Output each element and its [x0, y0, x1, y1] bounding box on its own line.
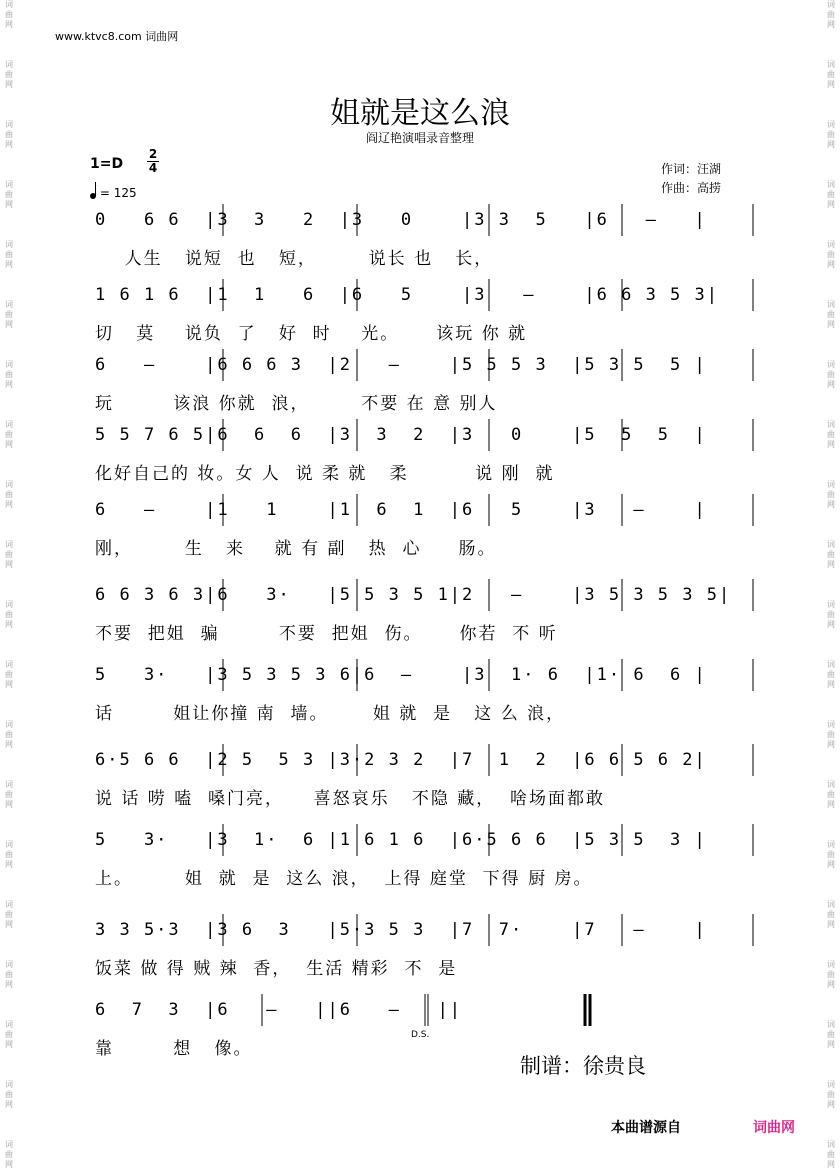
- watermark-glyph: 词曲网: [827, 420, 835, 449]
- watermark-glyph: 词曲网: [5, 900, 13, 929]
- watermark-glyph: 词曲网: [5, 720, 13, 749]
- watermark-glyph: 词曲网: [827, 1020, 835, 1049]
- watermark-glyph: 词曲网: [5, 600, 13, 629]
- watermark-glyph: 词曲网: [827, 480, 835, 509]
- watermark-glyph: 词曲网: [827, 240, 835, 269]
- score-line: [95, 210, 755, 280]
- score-line: [95, 355, 755, 425]
- site-url[interactable]: www.ktvc8.com 词曲网: [55, 30, 179, 43]
- watermark-glyph: 词曲网: [5, 60, 13, 89]
- lyric-row: 上。 姐 就 是 这么 浪， 上得 庭堂 下得 厨 房。: [95, 869, 593, 889]
- watermark-glyph: 词曲网: [827, 180, 835, 209]
- notation-row: 5 3· |3 5 3 5 3 6|6 — |3 1· 6 |1· 6 6 |: [95, 665, 707, 685]
- lyric-row: 说 话 唠 嗑 嗓门亮， 喜怒哀乐 不隐 藏， 啥场面都敢: [95, 789, 606, 809]
- lyric-row: 靠 想 像。: [95, 1039, 253, 1059]
- notation-row: 6 — |6 6 6 3 |2 — |5 5 5 3 |5 3 5 5 |: [95, 355, 707, 375]
- watermark-glyph: 词曲网: [827, 540, 835, 569]
- watermark-glyph: 词曲网: [827, 60, 835, 89]
- score-line: [95, 750, 755, 820]
- watermark-glyph: 词曲网: [5, 120, 13, 149]
- watermark-glyph: 词曲网: [5, 960, 13, 989]
- notation-row: 6 — |1 1 |1 6 1 |6 5 |3 — |: [95, 500, 707, 520]
- notation-row: 1 6 1 6 |1 1 6 |6 5 |3 — |6 6 3 5 3|: [95, 285, 719, 305]
- watermark-glyph: 词曲网: [5, 1080, 13, 1109]
- watermark-glyph: 词曲网: [827, 960, 835, 989]
- source-label: 本曲谱源自: [611, 1120, 681, 1136]
- watermark-glyph: 词曲网: [827, 1140, 835, 1169]
- key-signature: 1=D: [90, 156, 124, 172]
- watermark-glyph: 词曲网: [5, 1020, 13, 1049]
- score-line: [95, 425, 755, 495]
- score-line: [95, 920, 755, 990]
- watermark-glyph: 词曲网: [5, 180, 13, 209]
- watermark-glyph: 词曲网: [5, 420, 13, 449]
- watermark-glyph: 词曲网: [5, 240, 13, 269]
- tempo-value: = 125: [99, 186, 137, 200]
- song-title: 姐就是这么浪: [330, 96, 510, 131]
- lyric-row: 饭菜 做 得 贼 辣 香， 生活 精彩 不 是: [95, 959, 458, 979]
- lyric-row: 切 莫 说负 了 好 时 光。 该玩 你 就: [95, 324, 528, 344]
- watermark-glyph: 词曲网: [5, 780, 13, 809]
- watermark-glyph: 词曲网: [827, 300, 835, 329]
- watermark-glyph: 词曲网: [827, 0, 835, 29]
- meter-top: 2: [148, 147, 158, 161]
- watermark-glyph: 词曲网: [827, 360, 835, 389]
- notation-row: 6 7 3 |6 — ||6 — ||: [95, 1000, 463, 1020]
- notation-row: 5 5 7 6 5|6 6 6 |3 3 2 |3 0 |5 5 5 |: [95, 425, 707, 445]
- notation-row: 0 6 6 |3 3 2 |3 0 |3 3 5 |6 — |: [95, 210, 707, 230]
- song-subtitle: 阎辽艳演唱录音整理: [365, 131, 474, 145]
- composer-credit: 作曲：高捞: [661, 181, 722, 195]
- watermark-glyph: 词曲网: [5, 480, 13, 509]
- notation-row: 5 3· |3 1· 6 |1 6 1 6 |6·5 6 6 |5 3 5 3 |: [95, 830, 707, 850]
- watermark-glyph: 词曲网: [5, 840, 13, 869]
- watermark-glyph: 词曲网: [827, 600, 835, 629]
- notation-row: 6 6 3 6 3|6 3· |5 5 3 5 1|2 — |3 5 3 5 3 5|: [95, 585, 732, 605]
- notation-row: 6·5 6 6 |2 5 5 3 |3·2 3 2 |7 1 2 |6 6 5 6 2|: [95, 750, 707, 770]
- watermark-glyph: 词曲网: [5, 660, 13, 689]
- score-line: [95, 830, 755, 900]
- watermark-glyph: 词曲网: [827, 660, 835, 689]
- notation-row: 3 3 5·3 |3 6 3 |5·3 5 3 |7 7· |7 — |: [95, 920, 707, 940]
- watermark-glyph: 词曲网: [827, 780, 835, 809]
- watermark-glyph: 词曲网: [827, 120, 835, 149]
- score-line: [95, 285, 755, 355]
- ds-mark: D.S.: [411, 1030, 430, 1040]
- lyric-row: 刚， 生 来 就 有 副 热 心 肠。: [95, 539, 497, 559]
- lyric-row: 玩 该浪 你就 浪， 不要 在 意 别人: [95, 394, 498, 414]
- watermark-glyph: 词曲网: [5, 360, 13, 389]
- source-site-link[interactable]: 词曲网: [753, 1120, 795, 1136]
- lyric-row: 化好自己的 妆。女 人 说 柔 就 柔 说 刚 就: [95, 464, 555, 484]
- lyric-row: 人生 说短 也 短， 说长 也 长，: [95, 249, 494, 269]
- watermark-glyph: 词曲网: [827, 1080, 835, 1109]
- meter-bottom: 4: [148, 161, 158, 175]
- score-line: [95, 585, 755, 655]
- watermark-glyph: 词曲网: [827, 720, 835, 749]
- watermark-glyph: 词曲网: [5, 300, 13, 329]
- watermark-glyph: 词曲网: [5, 0, 13, 29]
- watermark-glyph: 词曲网: [5, 1140, 13, 1169]
- score-line: [95, 500, 755, 570]
- watermark-glyph: 词曲网: [827, 840, 835, 869]
- lyric-row: 话 姐让你撞 南 墙。 姐 就 是 这 么 浪，: [95, 704, 566, 724]
- score-line: [95, 665, 755, 735]
- lyric-row: 不要 把姐 骗 不要 把姐 伤。 你若 不 听: [95, 624, 558, 644]
- watermark-glyph: 词曲网: [5, 540, 13, 569]
- watermark-glyph: 词曲网: [827, 900, 835, 929]
- lyricist-credit: 作词：汪湖: [661, 162, 722, 176]
- transcriber-credit: 制谱：徐贵良: [520, 1054, 646, 1078]
